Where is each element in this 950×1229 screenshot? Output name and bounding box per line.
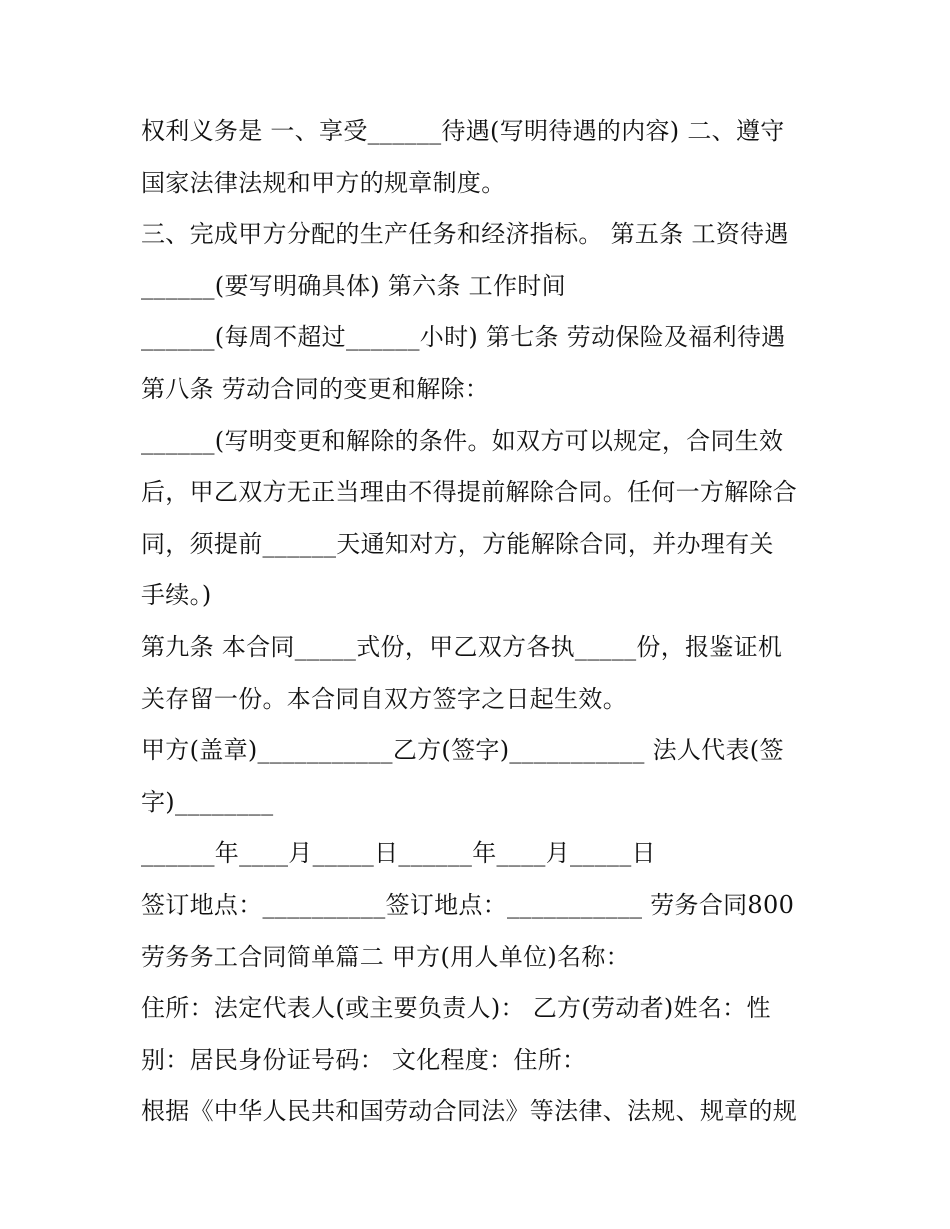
text-line: ______(要写明确具体) 第六条 工作时间 — [141, 271, 566, 300]
text-line: 劳务务工合同简单篇二 甲方(用人单位)名称： — [141, 942, 630, 971]
text-line: 字)________ — [141, 787, 274, 816]
text-line: ______(写明变更和解除的条件。如双方可以规定，合同生效 — [141, 426, 784, 455]
text-line: 关存留一份。本合同自双方签字之日起生效。 — [141, 684, 627, 713]
text-line: ______(每周不超过______小时) 第七条 劳动保险及福利待遇 — [141, 323, 786, 352]
text-line: 国家法律法规和甲方的规章制度。 — [141, 168, 506, 197]
text-line: 同，须提前______天通知对方，方能解除合同，并办理有关 — [141, 529, 774, 558]
text-line: 后，甲乙双方无正当理由不得提前解除合同。任何一方解除合 — [141, 478, 798, 507]
text-line: 甲方(盖章)___________乙方(签字)___________ 法人代表(签 — [141, 736, 784, 765]
text-line: 三、完成甲方分配的生产任务和经济指标。 第五条 工资待遇 — [141, 220, 789, 249]
document-body — [141, 106, 821, 1138]
text-line: ______年____月_____日______年____月_____日 — [141, 839, 656, 868]
text-line: 别：居民身份证号码： 文化程度：住所： — [141, 1045, 587, 1074]
text-line: 第八条 劳动合同的变更和解除： — [141, 374, 490, 403]
text-line: 手续。) — [141, 581, 212, 610]
text-line: 根据《中华人民共和国劳动合同法》等法律、法规、规章的规 — [141, 1097, 798, 1126]
text-line: 签订地点：__________签订地点：___________ 劳务合同800 — [141, 890, 795, 919]
text-line: 住所：法定代表人(或主要负责人)： 乙方(劳动者)姓名：性 — [141, 994, 771, 1023]
text-line: 第九条 本合同_____式份，甲乙双方各执_____份，报鉴证机 — [141, 632, 783, 661]
text-line: 权利义务是 一、享受______待遇(写明待遇的内容) 二、遵守 — [141, 117, 785, 145]
